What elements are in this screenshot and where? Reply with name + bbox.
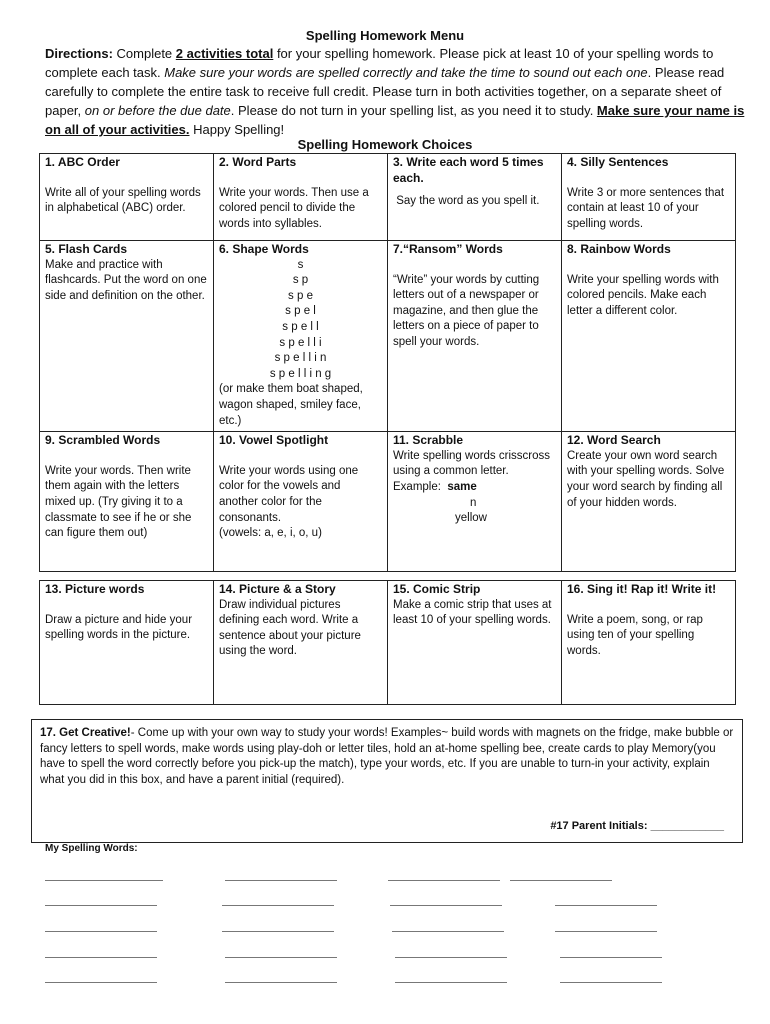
shape-word-line: s p e l l [282,320,319,333]
activity-title: 5. Flash Cards [45,242,128,256]
activity-grid-2 [39,580,736,705]
activity-title: 3. Write each word 5 times each. [393,155,544,185]
spelling-word-line [45,957,157,958]
activity-text: Write all of your spelling words in alphabetical (ABC) order. [45,186,201,215]
spelling-word-line [395,957,507,958]
get-creative-title: 17. Get Creative! [40,727,131,739]
scrabble-down-letter: n [470,496,477,509]
directions-label: Directions: [45,46,113,61]
spelling-word-line [388,880,500,881]
activity-text: Write your spelling words with colored pencils. Make each letter a different color. [567,273,719,317]
shape-word-line: s [297,258,304,271]
spelling-word-line [45,982,157,983]
activity-text: Write your words. Then use a colored pencil to divide the words into syllables. [219,186,369,230]
directions-emphasis: Make sure your name is on all of your activities. [45,103,745,137]
directions-text: for your spelling homework. Please pick at least 10 of your spelling words to complete each task. [45,46,714,80]
activity-title: 4. Silly Sentences [567,155,669,169]
activity-title: 13. Picture words [45,582,145,596]
shape-word-line: s p e l l i n g [269,367,332,380]
activity-text: Say the word as you spell it. [393,195,540,208]
activity-title: 1. ABC Order [45,155,120,169]
directions-text: Happy Spelling! [189,122,285,137]
spelling-word-line [560,982,662,983]
activity-9 [40,432,214,572]
activity-2 [214,154,388,241]
activity-text: “Write” your words by cutting letters out of a newspaper or magazine, and then glue the letters on a piece of paper to spell your words. [393,273,540,348]
activity-text: Make and practice with flashcards. Put the word on one side and definition on the other. [45,258,207,302]
activity-16 [562,581,736,705]
activity-title: 15. Comic Strip [393,582,481,596]
activity-text: Draw individual pictures defining each word. Write a sentence about your picture using the word. [219,598,361,658]
activity-text: Write your words using one color for the vowels and another color for the consonants. [219,464,359,524]
activity-text: Write 3 or more sentences that contain at least 10 of your spelling words. [567,186,725,230]
activity-text: (or make them boat shaped, wagon shaped, smiley face, etc.) [219,383,363,427]
activity-text: Make a comic strip that uses at least 10 of your spelling words. [393,598,552,627]
activity-13 [40,581,214,705]
parent-initials-field: #17 Parent Initials: ____________ [550,820,724,833]
activity-5 [40,241,214,432]
spelling-word-line [395,982,507,983]
spelling-word-line [555,931,657,932]
spelling-word-line [555,905,657,906]
spelling-word-line [390,905,502,906]
example-word: same [447,480,477,493]
activity-15 [388,581,562,705]
activity-8 [562,241,736,432]
get-creative-box [31,719,743,843]
shape-word-line: s p e l [285,305,316,318]
activity-title: 8. Rainbow Words [567,242,671,256]
spelling-word-line [225,957,337,958]
activity-text: Write your words. Then write them again with the letters mixed up. (Try giving it to a classmate to see if he or she can figure them out) [45,464,192,540]
choices-title: Spelling Homework Choices [297,137,473,152]
activity-text: Write a poem, song, or rap using ten of your spelling words. [567,613,703,657]
shape-word-line: s p e l l i n [274,352,327,365]
spelling-word-line [392,931,504,932]
activity-4 [562,154,736,241]
activity-title: 16. Sing it! Rap it! Write it! [567,582,717,596]
get-creative-description: - Come up with your own way to study your words! Examples~ build words with magnets on the fridge, make bubble or fancy letters to spell words, make words using play-doh or letter tiles, hold an at-home spelling bee, create cards to play Memory(you have to spell the word correctly before you pick-up the match), type your words, etc. If you are unable to turn-in your activity, explain what you did in this box, and have a parent initial (required). [40,727,734,786]
directions-text: . Please do not turn in your spelling list, as you need it to study. [230,103,597,118]
directions-text: Complete [112,46,176,61]
activity-11 [388,432,562,572]
get-creative-text [40,726,734,788]
activity-title: 10. Vowel Spotlight [219,433,329,448]
shape-word-line: s p e [288,289,313,302]
directions-italic: on or before the due date [84,103,231,118]
spelling-word-line [45,880,163,881]
page-title: Spelling Homework Menu [305,28,465,43]
activity-title: 2. Word Parts [219,155,297,169]
spelling-word-line [222,905,334,906]
activity-text: Write spelling words crisscross using a common letter. [393,449,550,478]
spelling-word-line [222,931,334,932]
activity-3 [388,154,562,241]
activity-text: Draw a picture and hide your spelling words in the picture. [45,613,193,642]
directions-emphasis: 2 activities total [175,46,274,61]
directions-text: . Please read carefully to complete the entire task to receive full credit. Please turn in both activities together, on a separate sheet of paper, [45,65,725,118]
spelling-word-line [510,880,612,881]
scrabble-down-word: yellow [455,512,487,525]
activity-title: 6. Shape Words [219,242,309,256]
scrabble-example [393,480,556,496]
example-label: Example: [393,480,448,493]
activity-6 [214,241,388,432]
spelling-word-line [225,982,337,983]
activity-14 [214,581,388,705]
spelling-word-line [225,880,337,881]
activity-7 [388,241,562,432]
activity-title: 11. Scrabble [393,433,464,448]
my-spelling-words-label: My Spelling Words: [45,843,138,854]
activity-12 [562,432,736,572]
directions-paragraph [45,44,745,139]
spelling-word-line [45,905,157,906]
spelling-word-line [560,957,662,958]
directions-italic: Make sure your words are spelled correctly and take the time to sound out each one [164,65,648,80]
activity-text: Create your own word search with your spelling words. Solve your word search by finding all of your hidden words. [567,449,725,509]
activity-title: 9. Scrambled Words [45,433,161,448]
activity-title: 7.“Ransom” Words [393,242,503,256]
activity-title: 12. Word Search [567,433,661,448]
shape-word-line: s p e l l i [279,336,322,349]
activity-title: 14. Picture & a Story [219,582,336,596]
activity-grid-1 [39,153,736,572]
activity-1 [40,154,214,241]
activity-text: (vowels: a, e, i, o, u) [219,527,322,540]
activity-10 [214,432,388,572]
shape-word-line: s p [292,274,309,287]
spelling-word-line [45,931,157,932]
